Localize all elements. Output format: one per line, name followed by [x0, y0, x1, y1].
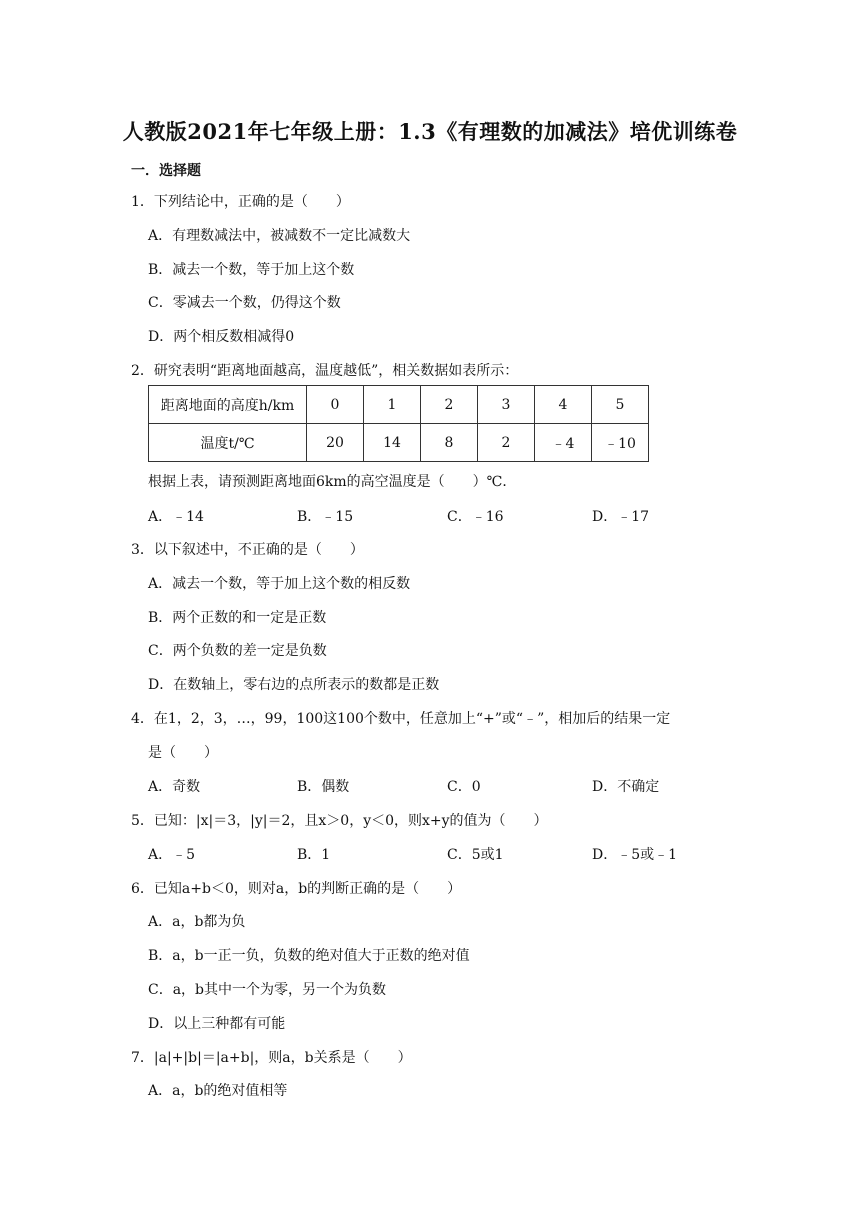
- question-2-options: [148, 506, 748, 526]
- question-2-option-d: D．﹣17: [592, 509, 650, 525]
- table-row: [149, 424, 649, 462]
- question-6-option-d: D．以上三种都有可能: [148, 1016, 286, 1032]
- question-7-stem: 7．|a|+|b|＝|a+b|，则a，b关系是（ ）: [131, 1050, 412, 1066]
- table-cell: 8: [421, 424, 478, 462]
- table-row: [149, 386, 649, 424]
- question-4-options: [148, 776, 748, 796]
- question-4-option-a: A．奇数: [148, 779, 201, 795]
- question-5-option-a: A．﹣5: [148, 847, 196, 863]
- table-cell: 2: [478, 424, 535, 462]
- question-3-option-b: B．两个正数的和一定是正数: [148, 610, 327, 626]
- question-3-stem: 3．以下叙述中，不正确的是（ ）: [131, 542, 364, 558]
- question-3-option-a: A．减去一个数，等于加上这个数的相反数: [148, 576, 411, 592]
- question-4-option-b: B．偶数: [297, 779, 350, 795]
- question-1-stem: 1．下列结论中，正确的是（ ）: [131, 194, 350, 210]
- question-5-options: [148, 844, 748, 864]
- section-heading: 一．选择题: [131, 163, 201, 179]
- question-2-option-b: B．﹣15: [297, 509, 354, 525]
- question-2-option-a: A．﹣14: [148, 509, 204, 525]
- question-6-option-a: A．a，b都为负: [148, 914, 246, 930]
- table-cell: 20: [307, 424, 364, 462]
- question-5-stem: 5．已知：|x|＝3，|y|＝2，且x＞0，y＜0，则x+y的值为（ ）: [131, 813, 548, 829]
- table-header-cell: 距离地面的高度h/km: [149, 386, 307, 424]
- table-cell: ﹣4: [535, 424, 592, 462]
- question-7-option-a: A．a，b的绝对值相等: [148, 1083, 288, 1099]
- question-4-stem-continued: 是（ ）: [148, 745, 218, 761]
- table-cell: 5: [592, 386, 649, 424]
- table-cell: 14: [364, 424, 421, 462]
- question-2-stem: 2．研究表明“距离地面越高，温度越低”，相关数据如表所示：: [131, 363, 519, 379]
- question-2-followup: 根据上表，请预测距离地面6km的高空温度是（ ）℃．: [148, 474, 517, 490]
- question-1-option-c: C．零减去一个数，仍得这个数: [148, 295, 341, 311]
- table-cell: 3: [478, 386, 535, 424]
- question-4-stem: 4．在1，2，3，…，99，100这100个数中，任意加上“+”或“﹣”，相加后的结果一定: [131, 711, 671, 727]
- question-1-option-a: A．有理数减法中，被减数不一定比减数大: [148, 228, 411, 244]
- page-title: 人教版2021年七年级上册：1.3《有理数的加减法》培优训练卷: [122, 119, 738, 144]
- table-cell: ﹣10: [592, 424, 649, 462]
- table-cell: 2: [421, 386, 478, 424]
- question-5-option-c: C．5或1: [447, 847, 504, 863]
- question-1-option-b: B．减去一个数，等于加上这个数: [148, 262, 355, 278]
- data-table: [148, 385, 649, 462]
- question-6-stem: 6．已知a+b＜0，则对a，b的判断正确的是（ ）: [131, 881, 462, 897]
- table-cell: 0: [307, 386, 364, 424]
- question-5-option-b: B．1: [297, 847, 331, 863]
- table-header-cell: 温度t/℃: [149, 424, 307, 462]
- question-1-option-d: D．两个相反数相减得0: [148, 329, 295, 345]
- table-cell: 4: [535, 386, 592, 424]
- question-2-option-c: C．﹣16: [447, 509, 504, 525]
- question-3-option-d: D．在数轴上，零右边的点所表示的数都是正数: [148, 677, 440, 693]
- question-3-option-c: C．两个负数的差一定是负数: [148, 643, 327, 659]
- question-6-option-b: B．a，b一正一负，负数的绝对值大于正数的绝对值: [148, 948, 470, 964]
- question-6-option-c: C．a，b其中一个为零，另一个为负数: [148, 982, 387, 998]
- question-4-option-d: D．不确定: [592, 779, 660, 795]
- question-5-option-d: D．﹣5或﹣1: [592, 847, 678, 863]
- question-4-option-c: C．0: [447, 779, 481, 795]
- table-cell: 1: [364, 386, 421, 424]
